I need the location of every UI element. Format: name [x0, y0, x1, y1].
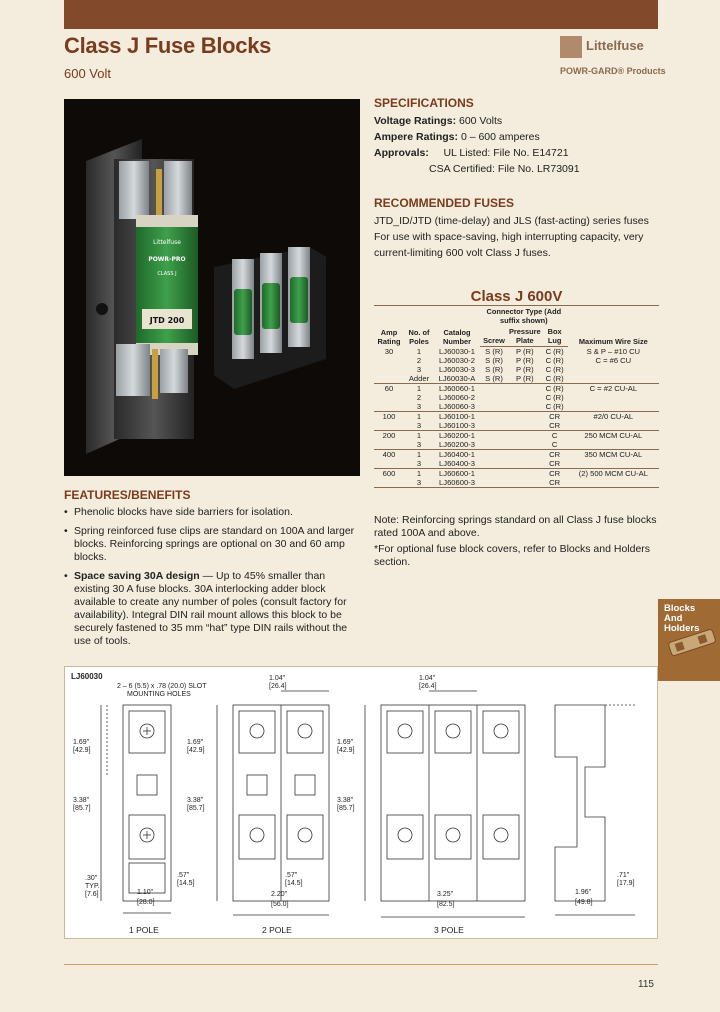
approvals-label: Approvals: [374, 147, 429, 159]
cell-amp [374, 478, 404, 488]
cell-amp [374, 459, 404, 469]
cell-amp: 30 [384, 346, 394, 356]
page-title: Class J Fuse Blocks [64, 33, 272, 58]
cell-poles: 3 [416, 402, 422, 411]
cell-plate: P (R) [516, 356, 534, 365]
label-two-pole: 2 POLE [262, 925, 292, 935]
cell-wire: 250 MCM CU-AL [568, 431, 659, 441]
cell-plate [508, 459, 542, 469]
svg-text:CLASS J: CLASS J [157, 271, 177, 277]
cell-catalog: LJ60100-3 [439, 421, 475, 430]
cell-amp [374, 440, 404, 450]
svg-text:POWR-PRO: POWR-PRO [148, 256, 186, 263]
note-reinforcing: Note: Reinforcing springs standard on all Class J fuse blocks rated 100A and above. [374, 514, 657, 539]
one-pole-drawing [101, 705, 171, 913]
table-title: Class J 600V [470, 288, 563, 305]
cell-lug: CR [542, 469, 568, 479]
table-row [374, 393, 659, 402]
table-row [374, 478, 659, 488]
svg-text:Littelfuse: Littelfuse [153, 239, 181, 246]
cell-wire: C = #2 CU-AL [568, 384, 659, 394]
table-row [374, 459, 659, 469]
table-row [374, 421, 659, 431]
cell-plate [508, 478, 542, 488]
cell-screw [480, 459, 508, 469]
cell-catalog: LJ60100-1 [434, 412, 480, 422]
two-pole-drawing [217, 691, 329, 915]
cell-plate [508, 384, 542, 394]
note-covers: *For optional fuse block covers, refer to Blocks and Holders section. [374, 543, 651, 568]
cell-plate [508, 450, 542, 460]
cell-lug: C (R) [545, 356, 564, 365]
cell-amp [374, 356, 404, 365]
recommended-line2: For use with space-saving, high interrupting capacity, very current-limiting 600 volt Class J fuses. [374, 231, 644, 259]
cell-plate [508, 421, 542, 431]
cell-screw [480, 384, 508, 394]
class-j-table [374, 305, 659, 488]
cell-lug: C (R) [545, 393, 564, 402]
table-row [374, 412, 659, 422]
cell-lug: C (R) [545, 402, 564, 411]
page-number: 115 [638, 979, 654, 990]
cell-catalog: LJ60060-2 [439, 393, 475, 402]
cell-plate [508, 412, 542, 422]
cell-plate [508, 469, 542, 479]
cell-screw: S (R) [485, 356, 503, 365]
cell-wire [568, 421, 659, 431]
cell-lug: C (R) [542, 384, 568, 394]
cell-poles: 2 [416, 393, 422, 402]
cell-amp [374, 365, 404, 374]
features-heading: FEATURES/BENEFITS [64, 488, 191, 502]
table-row [374, 384, 659, 394]
footer-divider [64, 964, 658, 965]
slot-note-1: 2 – 6 (5.5) x .78 (20.0) SLOT [117, 683, 207, 690]
voltage-label: Voltage Ratings: [374, 115, 457, 127]
cell-catalog: LJ60200-3 [439, 440, 475, 449]
th-connector: Connector Type (Add suffix shown) [480, 306, 568, 327]
cell-lug: C (R) [545, 347, 564, 356]
cell-catalog: LJ60060-1 [434, 384, 480, 394]
table-row [374, 402, 659, 412]
cell-screw [480, 469, 508, 479]
cell-wire: C = #6 CU [595, 356, 632, 365]
table-row [374, 469, 659, 479]
cell-amp: 200 [374, 431, 404, 441]
cell-catalog: LJ60600-3 [434, 478, 480, 488]
cell-catalog: LJ60600-1 [434, 469, 480, 479]
cell-amp: 60 [374, 384, 404, 394]
table-row [374, 450, 659, 460]
cell-lug: CR [542, 478, 568, 488]
fuse-holder-thumbnail-icon [658, 599, 720, 681]
three-pole-drawing [365, 691, 525, 917]
cell-screw [480, 421, 508, 431]
cell-plate: P (R) [516, 365, 534, 374]
ampere-label: Ampere Ratings: [374, 131, 459, 143]
cell-poles: 1 [404, 412, 434, 422]
cell-wire [568, 459, 659, 469]
cell-poles: 3 [416, 440, 422, 449]
cell-catalog: LJ60060-3 [439, 402, 475, 411]
cell-catalog: LJ60030-1 [439, 346, 475, 356]
slot-note-2: MOUNTING HOLES [127, 691, 191, 698]
cell-poles: 3 [416, 459, 422, 468]
th-lug: Box Lug [542, 326, 568, 347]
cell-lug: CR [542, 450, 568, 460]
cell-amp: 400 [374, 450, 404, 460]
top-color-bar [64, 0, 658, 29]
page-subtitle: 600 Volt [64, 66, 111, 81]
littelfuse-logo-icon [560, 36, 582, 58]
product-photo [64, 99, 360, 476]
cell-lug: CR [549, 421, 561, 430]
cell-screw [480, 412, 508, 422]
cell-poles: 3 [404, 478, 434, 488]
dimension-drawing: LJ60030 2 – 6 (5.5) x .78 (20.0) SLOT MOUNTING HOLES 1.69" [42.9] 3.38" [85.7] .30" TYP. [7.6] 1.10" [28.0] .57" [14.5] 1.04" [26.4] 1.69" [42.9] 3.38" [85.7] .57" [14.5] 2.20" [56.0] 1.04" [26.4] 1.69" [42.9] 3.38" [85.7] 3.25" [82.5] .71" [17.9] 1.96" [49.8] [64, 666, 658, 939]
fuse-block-photo-illustration [64, 99, 360, 476]
cell-wire [568, 374, 659, 384]
specifications-block [374, 113, 664, 177]
table-row [374, 440, 659, 450]
feature-item: • Spring reinforced fuse clips are standard on 100A and larger blocks. Reinforcing springs are optional on 30 and 60 amp blocks. [64, 525, 360, 564]
th-wire: Maximum Wire Size [568, 306, 659, 347]
th-catalog: Catalog Number [434, 306, 480, 347]
cell-catalog: LJ60030-3 [439, 365, 475, 374]
cell-screw [480, 478, 508, 488]
cell-screw [480, 402, 508, 412]
cell-screw [480, 450, 508, 460]
cell-poles: 1 [404, 384, 434, 394]
cell-amp: 100 [374, 412, 404, 422]
th-poles: No. of Poles [404, 306, 434, 347]
cell-poles: 1 [416, 346, 422, 356]
cell-plate [508, 402, 542, 412]
cell-lug: C [542, 431, 568, 441]
cell-poles: Adder [408, 374, 430, 383]
cell-catalog: LJ60400-3 [439, 459, 475, 468]
cell-wire [568, 440, 659, 450]
cell-wire: S & P – #10 CU [586, 346, 641, 356]
approvals-csa: CSA Certified: File No. LR73091 [429, 163, 580, 175]
cell-wire [568, 402, 659, 412]
cell-wire: 350 MCM CU-AL [568, 450, 659, 460]
features-list [64, 506, 360, 654]
table-row [374, 431, 659, 441]
specifications-heading: SPECIFICATIONS [374, 96, 474, 110]
cell-screw: S (R) [485, 365, 503, 374]
cell-poles: 1 [404, 450, 434, 460]
cell-poles: 1 [404, 469, 434, 479]
feature-item: • Space saving 30A design — Up to 45% smaller than existing 30 A fuse blocks. 30A interlocking adder block available to create any number of poles (consult factory for availability). Integral DIN rail mount allows this block to be securely fastened to 35 mm “hat” type DIN rails without the use of tools. [64, 570, 360, 648]
brand-name: Littelfuse [586, 38, 644, 53]
ampere-value: 0 – 600 amperes [460, 131, 540, 143]
drawing-model: LJ60030 [71, 672, 103, 681]
cell-catalog: LJ60200-1 [434, 431, 480, 441]
recommended-heading: RECOMMENDED FUSES [374, 196, 515, 210]
cell-poles: 3 [416, 421, 422, 430]
cell-poles: 3 [416, 365, 422, 374]
cell-amp [374, 402, 404, 412]
cell-catalog: LJ60030-A [438, 374, 476, 383]
table-row [374, 356, 659, 365]
cell-catalog: LJ60030-2 [439, 356, 475, 365]
cell-amp [374, 393, 404, 402]
notes-block [374, 514, 664, 569]
cell-poles: 1 [404, 431, 434, 441]
cell-amp [374, 421, 404, 431]
cell-wire: #2/0 CU-AL [568, 412, 659, 422]
cell-plate: P (R) [516, 374, 534, 383]
feature-item: • Phenolic blocks have side barriers for isolation. [64, 506, 360, 519]
cell-screw [480, 440, 508, 450]
cell-plate [508, 440, 542, 450]
cell-plate: P (R) [516, 347, 534, 356]
cell-wire [568, 478, 659, 488]
table-row [374, 347, 659, 357]
cell-wire [568, 365, 659, 374]
fuse-label-jtd: JTD 200 [149, 316, 185, 325]
brand-logo [560, 36, 666, 80]
cell-screw: S (R) [485, 347, 503, 356]
approvals-ul: UL Listed: File No. E14721 [443, 147, 569, 159]
cell-lug: C [551, 440, 558, 449]
label-three-pole: 3 POLE [434, 925, 464, 935]
cell-lug: C (R) [545, 365, 564, 374]
cell-wire: (2) 500 MCM CU-AL [568, 469, 659, 479]
cell-screw: S (R) [485, 374, 503, 383]
recommended-block [374, 213, 659, 261]
cell-catalog: LJ60400-1 [434, 450, 480, 460]
table-row [374, 374, 659, 384]
cell-lug: C (R) [545, 374, 564, 383]
recommended-line1: JTD_ID/JTD (time-delay) and JLS (fast-acting) series fuses [374, 215, 649, 227]
table-row [374, 365, 659, 374]
voltage-value: 600 Volts [458, 115, 503, 127]
cell-wire [568, 393, 659, 402]
label-one-pole: 1 POLE [129, 925, 159, 935]
cell-plate [508, 431, 542, 441]
cell-lug: CR [542, 412, 568, 422]
cell-amp: 600 [374, 469, 404, 479]
section-tab-blocks-holders[interactable]: Blocks And Holders [658, 599, 720, 681]
cell-lug: CR [549, 459, 561, 468]
brand-subline: POWR-GARD® Products [560, 66, 666, 76]
th-amp: Amp Rating [374, 306, 404, 347]
cell-screw [480, 431, 508, 441]
cell-poles: 2 [416, 356, 422, 365]
cell-screw [480, 393, 508, 402]
th-screw: Screw [480, 326, 508, 347]
cell-plate [508, 393, 542, 402]
cell-amp [374, 374, 404, 384]
th-plate: Pressure Plate [509, 327, 541, 345]
